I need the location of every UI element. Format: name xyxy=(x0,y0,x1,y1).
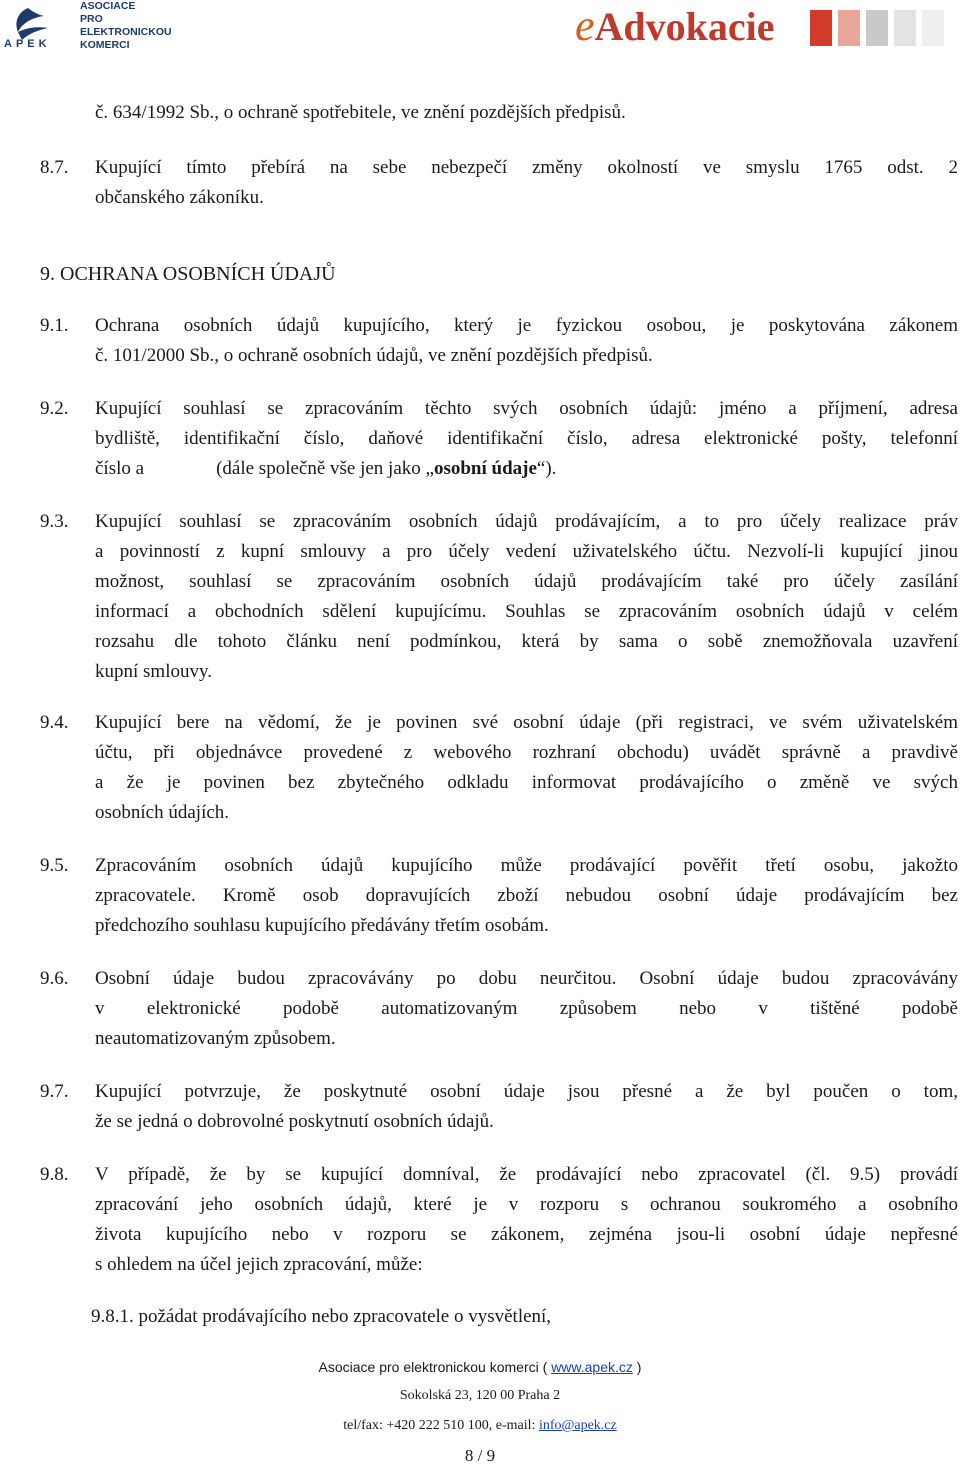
page-number: 8 / 9 xyxy=(464,1446,496,1465)
apek-wordmark: APEK xyxy=(4,38,51,50)
logo-color-bars xyxy=(810,10,944,46)
eadvokacie-logo: eAdvokacie xyxy=(575,1,775,50)
association-name: ASOCIACE PRO ELEKTRONICKOU KOMERCI xyxy=(80,0,172,51)
apek-website-link[interactable]: www.apek.cz xyxy=(551,1359,633,1375)
footer-organization: Asociace pro elektronickou komerci ( www.apek.cz ) xyxy=(318,1359,642,1375)
email-link[interactable]: info@apek.cz xyxy=(538,1418,617,1433)
page-header xyxy=(0,0,960,62)
footer-address: Sokolská 23, 120 00 Praha 2 xyxy=(399,1388,561,1403)
footer-contact: tel/fax: +420 222 510 100, e-mail: info@apek.cz xyxy=(343,1418,617,1433)
